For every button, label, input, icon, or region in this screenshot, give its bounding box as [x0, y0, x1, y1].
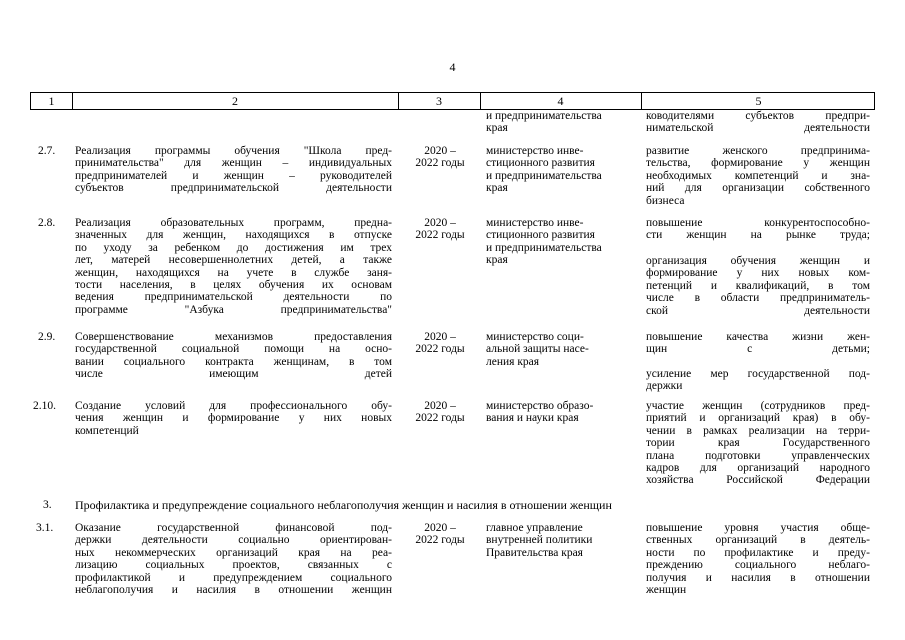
- page-number: 4: [449, 60, 456, 74]
- row-number: 2.10.: [33, 400, 56, 412]
- continuation-result: ководителями субъектов предпри- нимательской деятельности: [646, 110, 870, 135]
- row-description: Реализация программы обучения "Школа пред- принимательства" для женщин – индивидуальных предпринимателей и женщин – руководителей субъектов предпринимательской деятельности: [75, 145, 392, 195]
- row-executor: министерство образо- вания и науки края: [486, 400, 594, 425]
- row-number: 3.1.: [36, 522, 54, 534]
- section-number: 3.: [43, 499, 52, 511]
- section-title: Профилактика и предупреждение социального неблагополучия женщин и насилия в отношении женщин: [75, 498, 612, 512]
- column-header-5: 5: [755, 94, 762, 108]
- row-result: развитие женского предпринима- тельства, формирование у женщин необходимых компетенций и зна- ний для организации собственного бизнеса: [646, 145, 870, 207]
- row-description: Создание условий для профессионального обу- чения женщин и формирование у них новых компетенций: [75, 400, 392, 437]
- column-header-3: 3: [436, 94, 442, 108]
- continuation-executor: и предпринимательства края: [486, 110, 602, 135]
- row-result: повышение конкурентоспособно- сти женщин на рынке труда;: [646, 217, 870, 242]
- row-result: организация обучения женщин и формирование у них новых ком- петенций и квалификаций, в том числе в области предприниматель- ской деятельности: [646, 255, 870, 317]
- row-description: Реализация образовательных программ, предна- значенных для женщин, находящихся в отпуске по уходу за ребенком до достижения им трех лет, матерей несовершеннолетних детей, а также женщин, находящихся на учете в службе заня- тости населения, в целях обучения их основам ведения предпринимательской деятельности по программе "Азбука предпринимательства": [75, 217, 392, 316]
- row-executor: главное управление внутренней политики Правительства края: [486, 522, 593, 559]
- row-number: 2.7.: [38, 145, 56, 157]
- row-description: Оказание государственной финансовой под- держки деятельности социально ориентирован- ных некоммерческих организаций края на реа- лизацию социальных проектов, связанных с профилактикой и предупреждением социального неблагополучия и насилия в отношении женщин: [75, 522, 392, 597]
- row-period: 2020 – 2022 годы: [415, 400, 465, 425]
- column-header-4: 4: [557, 94, 564, 108]
- row-number: 2.8.: [38, 217, 56, 229]
- row-description: Совершенствование механизмов предоставления государственной социальной помощи на осно- вании социального контракта женщинам, в том числе имеющим детей: [75, 331, 392, 381]
- row-period: 2020 – 2022 годы: [415, 217, 465, 242]
- row-executor: министерство соци- альной защиты насе- ления края: [486, 331, 589, 368]
- row-result: повышение качества жизни жен- щин с детьми;: [646, 331, 870, 356]
- row-executor: министерство инве- стиционного развития и предпринимательства края: [486, 217, 602, 267]
- row-result: участие женщин (сотрудников пред- приятий и организаций края) в обу- чении в рамках реализации на терри- тории края Государственного плана подготовки управленческих кадров для организаций народного хозяйства Российской Федерации: [646, 400, 870, 487]
- table-header: [30, 92, 875, 110]
- row-executor: министерство инве- стиционного развития и предпринимательства края: [486, 145, 602, 195]
- row-period: 2020 – 2022 годы: [415, 331, 465, 356]
- row-result: повышение уровня участия обще- ственных организаций в деятель- ности по профилактике и преду- преждению социального неблаго- получия и насилия в отношении женщин: [646, 522, 870, 597]
- column-header-2: 2: [232, 94, 238, 108]
- row-number: 2.9.: [38, 331, 56, 343]
- row-period: 2020 – 2022 годы: [415, 145, 465, 170]
- row-period: 2020 – 2022 годы: [415, 522, 465, 547]
- column-header-1: 1: [48, 94, 55, 108]
- row-result: усиление мер государственной под- держки: [646, 368, 870, 393]
